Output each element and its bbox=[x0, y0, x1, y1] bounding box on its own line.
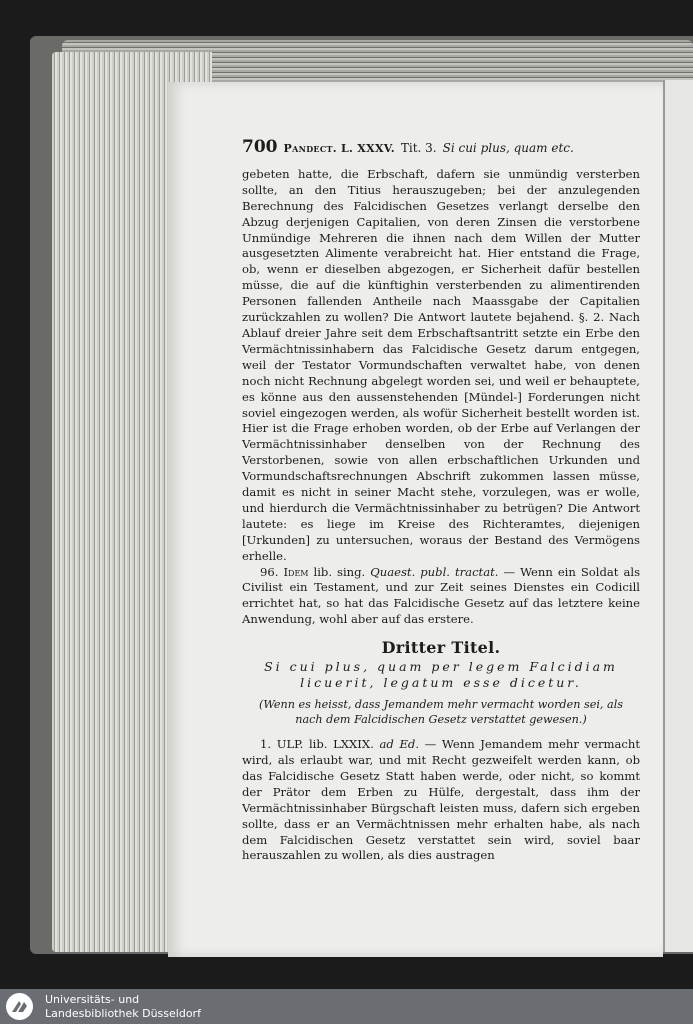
translation-line-2: nach dem Falcidischen Gesetz verstattet gewesen.) bbox=[295, 713, 587, 727]
institution-name-line-1[interactable]: Universitäts- und bbox=[45, 993, 140, 1006]
fragment-1-text: — Wenn Jemandem mehr vermacht wird, als erlaubt war, und mit Recht gezweifelt werden kann, ob das Falcidische Gesetz Statt haben werde, oder nicht, so kommt der Prätor dem Erben zu Hülfe, dergestalt, dass ihm der Vermächtnissinhaber Bürgschaft leisten muss, dafern sich ergeben sollte, dass er an Vermächtnissen mehr erhalten habe, als nach dem Falcidischen Gesetz verstattet sein wird, soviel baar herauszahlen zu wollen, als dies austragen bbox=[242, 737, 641, 863]
library-footer-bar bbox=[0, 989, 693, 1024]
fragment-1-source: lib. LXXIX. bbox=[308, 737, 374, 752]
fragment-96-source-italic: Quaest. publ. tractat. bbox=[370, 564, 499, 579]
facing-page bbox=[663, 80, 693, 952]
fragment-96-source: lib. sing. bbox=[313, 564, 366, 579]
fragment-1-number: 1. bbox=[260, 737, 272, 752]
page-number: 700 bbox=[242, 137, 278, 157]
latin-title-line-1: Si cui plus, quam per legem Falcidiam bbox=[264, 659, 618, 675]
fragment-96-author: Idem bbox=[283, 564, 309, 579]
ulb-logo-icon[interactable] bbox=[5, 992, 34, 1021]
paragraph-continued: gebeten hatte, die Erbschaft, dafern sie unmündig versterben sollte, an den Titius herauszugeben; bei der anzulegenden Berechnung des Falcidischen Gesetzes verlangt derselbe den Abzug derjenigen Capitalien, von deren Zinsen die verstorbene Unmündige Mehreren die ihnen nach dem Willen der Mutter ausgesetzten Alimente verabreicht hat. Hier entstand die Frage, ob, wenn er dieselben abgezogen, er Sicherheit dafür bestellen müsse, die auf die künftighin versterbenden zu alimentirenden Personen fallenden Antheile nach Maassgabe der Capitalien zurückzahlen zu wollen? Die Antwort lautete bejahend. §. 2. Nach Ablauf dreier Jahre seit dem Erbschaftsantritt setzte ein Erbe den Vermächtnissinhabern das Falcidische Gesetz darum entgegen, weil der Testator Vormundschaften verwaltet habe, von denen noch nicht Rechnung abgelegt worden sei, und weil er behauptete, es könne aus den aussenstehenden [Mündel-] Forderungen nicht soviel eingezogen werden, als wofür Sicherheit bestellt worden ist. Hier ist die Frage erhoben worden, ob der Erbe auf Verlangen der Vermächtnissinhaber denselben von der Rechnung des Verstorbenen, sowie von allen erbschaftlichen Urkunden und Vormundschaftsrechnungen Abschrift zukommen lassen müsse, damit es nicht in seiner Macht stehe, vorzulegen, was er wolle, und hierdurch die Vermächtnissinhaber zu betrügen? Die Antwort lautete: es liege im Kreise des Richteramtes, diejenigen [Urkunden] zu untersuchen, woraus der Bestand des Vermögens erhelle. bbox=[242, 166, 640, 563]
fragment-96 bbox=[242, 565, 640, 629]
book-photo bbox=[22, 28, 693, 958]
page-content bbox=[242, 137, 641, 864]
fragment-1-source-italic: ad Ed. bbox=[379, 737, 420, 752]
latin-title bbox=[242, 659, 640, 691]
title-heading: Dritter Titel. bbox=[381, 638, 501, 658]
translation-line-1: (Wenn es heisst, dass Jemandem mehr vermacht worden sei, als bbox=[258, 698, 624, 712]
book-page bbox=[168, 82, 663, 957]
institution-name-line-2[interactable]: Landesbibliothek Düsseldorf bbox=[45, 1007, 201, 1020]
running-head bbox=[242, 137, 640, 157]
fragment-1 bbox=[242, 737, 640, 864]
latin-title-line-2: licuerit, legatum esse dicetur. bbox=[300, 675, 582, 691]
fragment-1-author: ULP. bbox=[276, 737, 304, 752]
fragment-96-number: 96. bbox=[260, 564, 279, 579]
fragment-96-text: — Wenn ein Soldat als Civilist ein Testament, und zur Zeit seines Dienstes ein Codicill errichtet hat, so hat das Falcidische Gesetz auf das letztere keine Anwendung, wohl aber auf das erstere. bbox=[242, 564, 641, 627]
running-head-subtitle: Si cui plus, quam etc. bbox=[442, 141, 574, 155]
running-head-tit: Tit. 3. bbox=[400, 141, 437, 155]
title-translation bbox=[242, 697, 640, 727]
running-head-title: Pandect. L. XXXV. bbox=[283, 142, 395, 155]
